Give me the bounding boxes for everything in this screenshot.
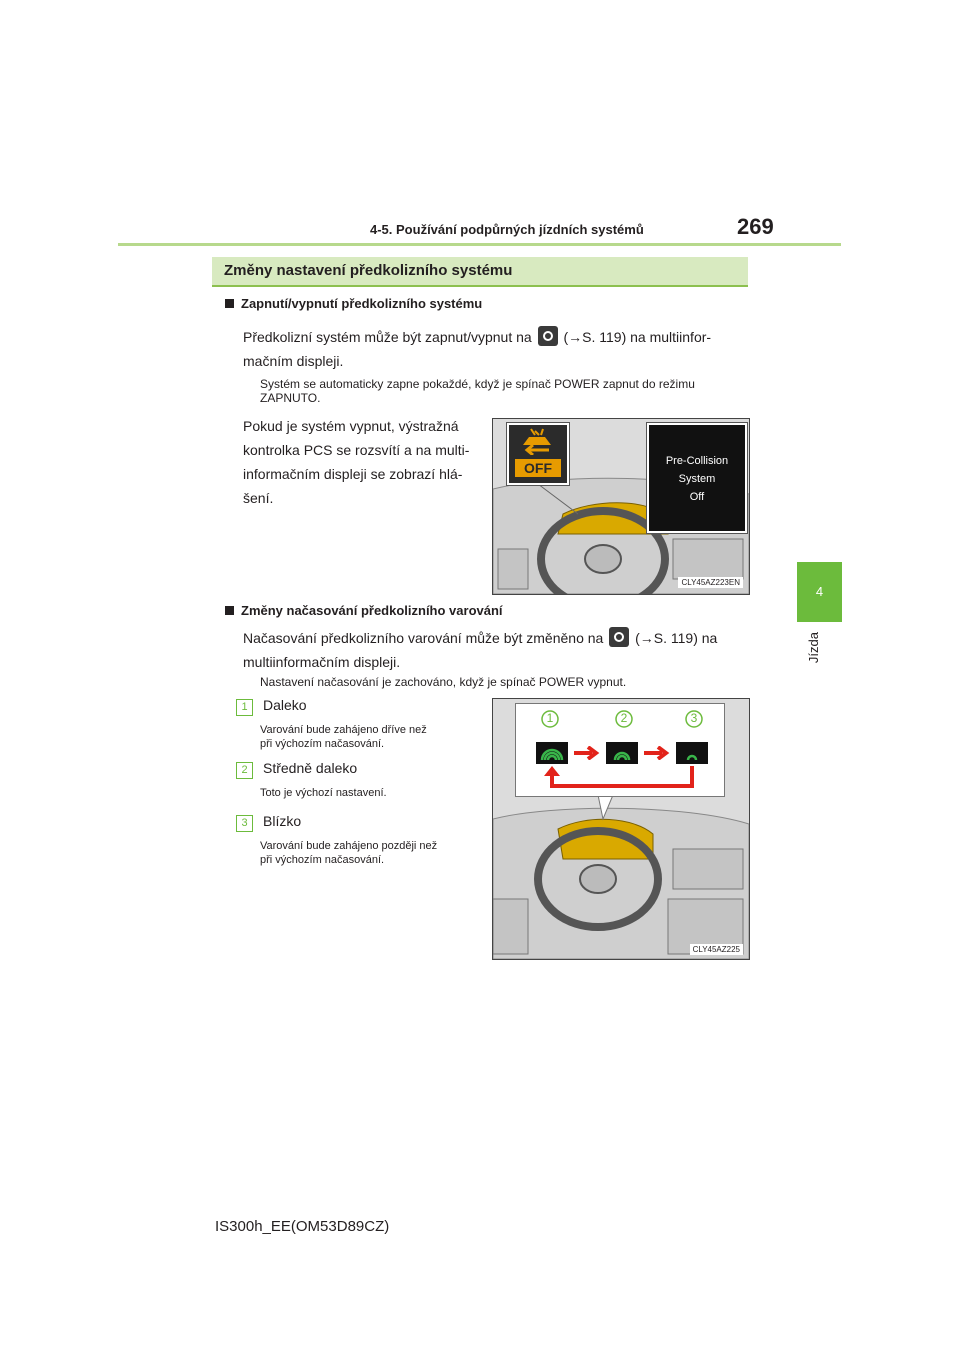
callout-2: 2 bbox=[614, 709, 634, 734]
subheading-timing: Změny načasování předkolizního varování bbox=[225, 603, 503, 618]
display-line-3: Off bbox=[689, 491, 705, 503]
running-header: 4-5. Používání podpůrných jízdních systémů bbox=[370, 222, 644, 237]
paragraph-warning-light: Pokud je systém vypnut, výstražná kontrolka PCS se rozsvítí a na multi- informačním displeji se zobrazí hlá- šení. bbox=[243, 418, 470, 506]
callout-number: 1 bbox=[236, 699, 253, 716]
section-title: Změny nastavení předkolizního systému bbox=[224, 262, 513, 279]
options-list bbox=[236, 697, 481, 867]
square-bullet-icon bbox=[225, 299, 234, 308]
settings-gear-icon bbox=[538, 326, 558, 346]
off-label: OFF bbox=[515, 459, 561, 477]
arrow-right-icon bbox=[644, 746, 670, 760]
settings-gear-icon bbox=[609, 627, 629, 647]
callout-number: 2 bbox=[236, 762, 253, 779]
arrow-right-icon bbox=[574, 746, 600, 760]
model-code-footer: IS300h_EE(OM53D89CZ) bbox=[215, 1218, 390, 1235]
chapter-tab[interactable]: 4 bbox=[797, 562, 842, 622]
paragraph-toggle: Předkolizní systém může být zapnut/vypnut na (→S. 119) na multiinfor- mačním displeji. bbox=[243, 325, 748, 373]
timing-near-icon bbox=[676, 742, 708, 764]
timing-sequence-panel bbox=[515, 703, 725, 797]
section-header bbox=[212, 257, 748, 287]
list-item: 3 Blízko Varování bude zahájeno později než při výchozím načasování. bbox=[236, 813, 481, 867]
pcs-collision-icon bbox=[509, 425, 567, 455]
callout-number: 3 bbox=[236, 815, 253, 832]
chapter-tab-label: Jízda bbox=[806, 632, 821, 664]
paragraph-timing: Načasování předkolizního varování může být změněno na (→S. 119) na multiinformačním displeji. bbox=[243, 626, 753, 674]
callout-3: 3 bbox=[684, 709, 704, 734]
display-line-2: System bbox=[678, 473, 716, 485]
timing-medium-icon bbox=[606, 742, 638, 764]
display-line-1: Pre-Collision bbox=[665, 455, 729, 467]
figure-code: CLY45AZ225 bbox=[690, 944, 743, 955]
cycle-return-arrow-icon bbox=[536, 766, 712, 792]
timing-far-icon bbox=[536, 742, 568, 764]
header-rule bbox=[118, 243, 841, 246]
pcs-warning-light bbox=[507, 423, 569, 485]
callout-1: 1 bbox=[540, 709, 560, 734]
list-item: 2 Středně daleko Toto je výchozí nastavení. bbox=[236, 760, 481, 800]
figure-timing bbox=[492, 698, 750, 960]
figure-code: CLY45AZ223EN bbox=[678, 577, 743, 588]
figure-pcs-off bbox=[492, 418, 750, 595]
square-bullet-icon bbox=[225, 606, 234, 615]
page-number: 269 bbox=[737, 214, 774, 239]
multi-info-display bbox=[647, 423, 747, 533]
list-item: 1 Daleko Varování bude zahájeno dříve než při výchozím načasování. bbox=[236, 697, 481, 751]
note-auto-on: Systém se automaticky zapne pokaždé, když je spínač POWER zapnut do režimu ZAPNUTO. bbox=[260, 377, 695, 405]
subheading-toggle: Zapnutí/vypnutí předkolizního systému bbox=[225, 296, 482, 311]
note-timing-kept: Nastavení načasování je zachováno, když je spínač POWER vypnut. bbox=[260, 675, 627, 689]
